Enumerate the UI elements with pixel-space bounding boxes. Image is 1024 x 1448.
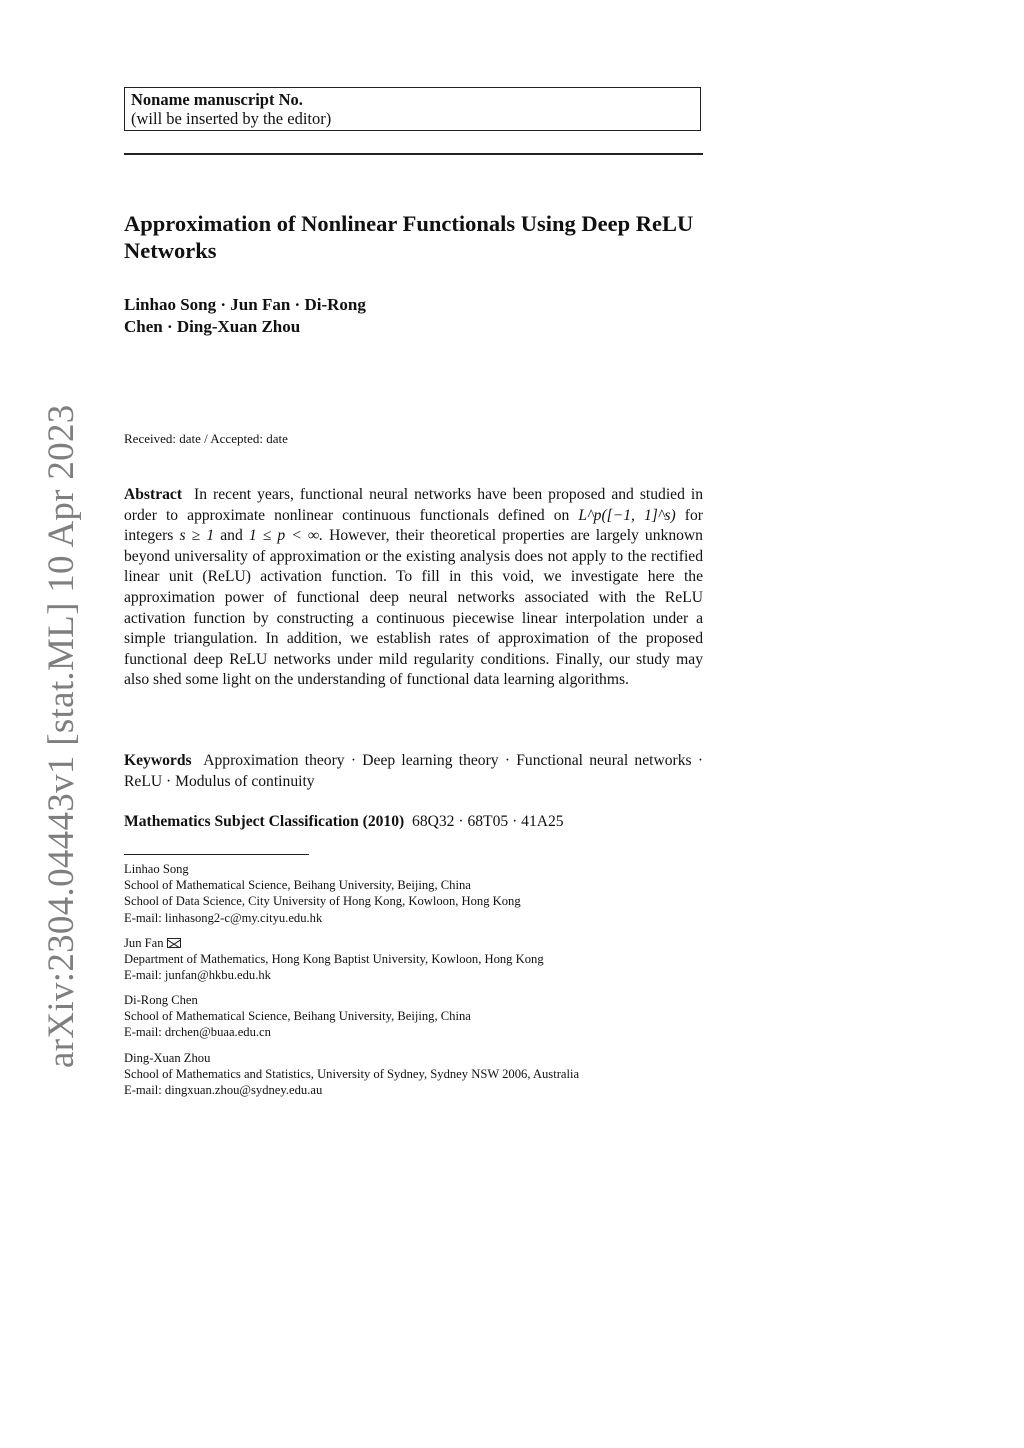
keywords [124, 751, 703, 792]
affiliation-block [124, 1050, 724, 1099]
msc-label: Mathematics Subject Classification (2010) [124, 813, 405, 830]
author-list [124, 294, 444, 338]
arxiv-identifier[interactable]: arXiv:2304.04443v1 [stat.ML] 10 Apr 2023 [41, 404, 82, 1068]
msc-codes: 68Q32 · 68T05 · 41A25 [412, 813, 564, 830]
paper-title: Approximation of Nonlinear Functionals Using Deep ReLU Networks [124, 211, 694, 263]
affiliation-line: School of Mathematics and Statistics, University of Sydney, Sydney NSW 2006, Australia [124, 1067, 580, 1082]
keywords-label: Keywords [124, 752, 192, 769]
affiliation-name: Linhao Song [124, 862, 189, 876]
header-rule [124, 153, 703, 155]
footnote-rule [124, 854, 309, 855]
received-date: Received: date / Accepted: date [124, 431, 288, 446]
abstract [124, 485, 703, 691]
affiliation-line: School of Data Science, City University of Hong Kong, Kowloon, Hong Kong [124, 894, 521, 909]
affiliation-email[interactable]: E-mail: junfan@hkbu.edu.hk [124, 968, 271, 983]
abstract-text-end: However, their theoretical properties are largely unknown beyond universality of approximation or the existing analysis does not apply to the rectified linear unit (ReLU) activation function. To fill in this void, we investigate here the approximation power of functional deep neural networks associated with the ReLU activation function by constructing a continuous piecewise linear interpolation under a simple triangulation. In addition, we establish rates of approximation of the proposed functional deep ReLU networks under mild regularity conditions. Finally, our study may also shed some light on the understanding of functional data learning algorithms. [124, 527, 703, 689]
affiliation-name: Di-Rong Chen [124, 993, 198, 1007]
keywords-text: Approximation theory · Deep learning theory · Functional neural networks · ReLU · Modulus of continuity [124, 752, 704, 790]
affiliation-email[interactable]: E-mail: dingxuan.zhou@sydney.edu.au [124, 1083, 323, 1098]
author-line: Linhao Song · Jun Fan · Di-Rong [124, 295, 366, 314]
affiliation-name-row [124, 935, 724, 951]
affiliation-name: Ding-Xuan Zhou [124, 1051, 211, 1065]
affiliation-block [124, 861, 724, 926]
envelope-icon [167, 938, 181, 948]
manuscript-box [124, 87, 701, 131]
affiliation-name: Jun Fan [124, 936, 164, 950]
abstract-text-mid: for integers [124, 506, 703, 545]
math-p-condition: 1 ≤ p < ∞. [248, 527, 323, 545]
affiliation-block [124, 992, 724, 1041]
author-line: Chen · Ding-Xuan Zhou [124, 317, 301, 336]
math-lp-space: L^p([−1, 1]^s) [578, 506, 676, 524]
affiliation-block [124, 935, 724, 984]
manuscript-number: Noname manuscript No. [131, 90, 303, 109]
affiliation-line: Department of Mathematics, Hong Kong Baptist University, Kowloon, Hong Kong [124, 952, 544, 967]
affiliation-line: School of Mathematical Science, Beihang University, Beijing, China [124, 878, 471, 893]
abstract-text-and: and [220, 527, 243, 545]
abstract-label: Abstract [124, 486, 183, 503]
msc-classification [124, 812, 703, 833]
manuscript-note: (will be inserted by the editor) [131, 109, 332, 128]
affiliation-email[interactable]: E-mail: drchen@buaa.edu.cn [124, 1025, 271, 1040]
affiliation-line: School of Mathematical Science, Beihang University, Beijing, China [124, 1009, 471, 1024]
abstract-text-start: In recent years, functional neural networks have been proposed and studied in order to approximate nonlinear continuous functionals defined on [124, 486, 704, 524]
affiliation-email[interactable]: E-mail: linhasong2-c@my.cityu.edu.hk [124, 910, 323, 925]
math-s-condition: s ≥ 1 [179, 527, 215, 545]
